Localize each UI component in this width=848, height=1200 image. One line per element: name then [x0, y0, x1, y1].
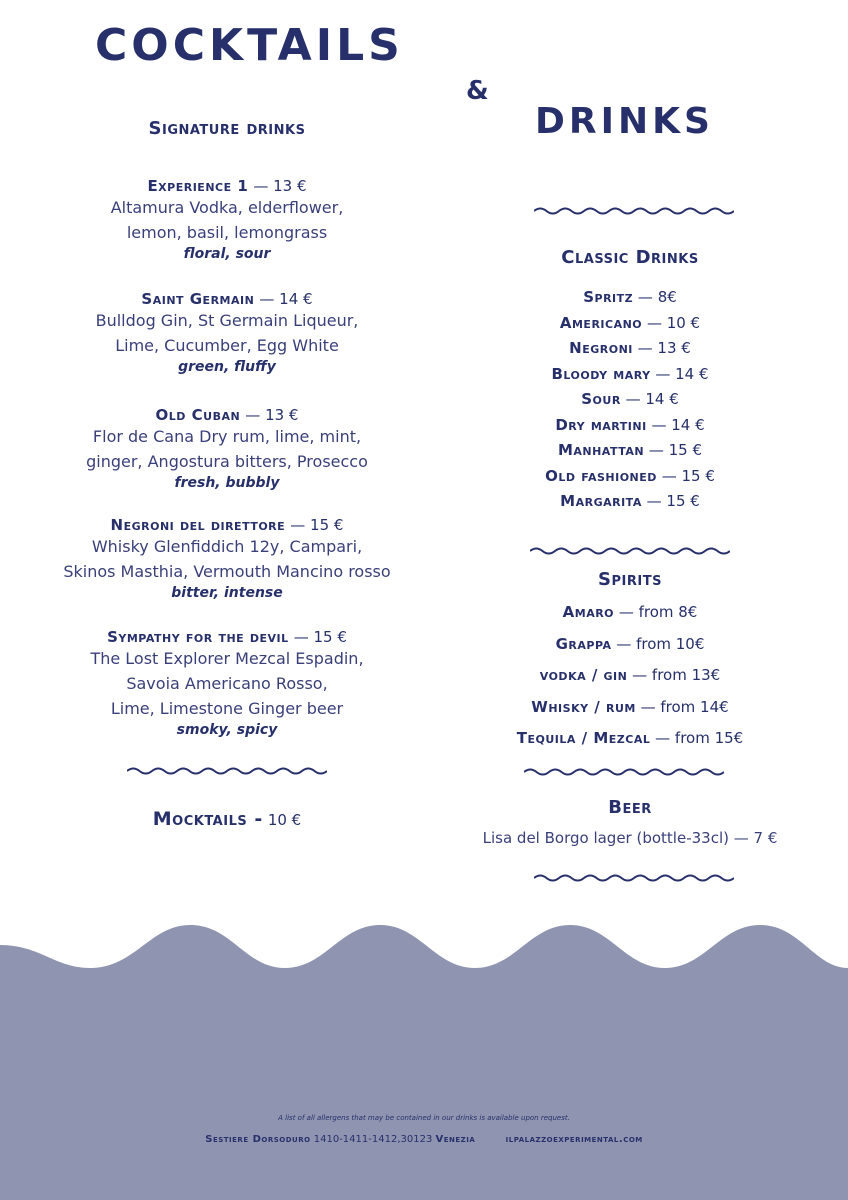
- item-name: Saint Germain: [141, 290, 255, 308]
- item-price: — from 15€: [655, 729, 744, 747]
- address-city: Venezia: [435, 1134, 476, 1145]
- address-label: Sestiere Dorsoduro: [205, 1134, 311, 1145]
- signature-item-experience: [28, 176, 426, 263]
- item-price: — from 8€: [618, 603, 698, 621]
- wave-divider: [534, 205, 734, 217]
- classic-heading: Classic Drinks: [561, 247, 699, 268]
- item-name: Grappa: [555, 634, 612, 653]
- wave-divider: [524, 766, 724, 778]
- classic-list: [470, 285, 790, 515]
- item-name: Negroni: [569, 339, 633, 357]
- item-price: — 15 €: [661, 466, 715, 485]
- item-name: Sour: [581, 390, 621, 408]
- item-ingredients: lemon, basil, lemongrass: [126, 223, 328, 242]
- item-name: vodka / gin: [539, 666, 628, 684]
- item-ingredients: Savoia Americano Rosso,: [126, 674, 328, 693]
- item-name: Manhattan: [557, 441, 645, 459]
- item-ingredients: Lime, Limestone Ginger beer: [110, 699, 344, 718]
- beer-heading: Beer: [608, 797, 652, 818]
- list-item: [470, 311, 790, 337]
- list-item: [470, 387, 790, 413]
- item-price: — 14 €: [259, 290, 313, 308]
- signature-heading: Signature drinks: [148, 118, 306, 139]
- item-name: Experience 1: [147, 177, 249, 195]
- list-item: [470, 489, 790, 515]
- item-price: — 13 €: [637, 339, 691, 357]
- list-item: [470, 660, 790, 692]
- item-ingredients: ginger, Angostura bitters, Prosecco: [86, 452, 368, 471]
- item-ingredients: Bulldog Gin, St Germain Liqueur,: [95, 311, 359, 330]
- item-ingredients: The Lost Explorer Mezcal Espadin,: [90, 649, 364, 668]
- signature-item-sympathy-devil: [28, 627, 426, 739]
- item-tags: green, fluffy: [178, 359, 276, 375]
- item-ingredients: Lime, Cucumber, Egg White: [115, 336, 339, 355]
- item-name: Sympathy for the devil: [107, 628, 289, 646]
- item-name: Old Cuban: [155, 406, 241, 424]
- website-link[interactable]: ilpalazzoexperimental.com: [505, 1134, 643, 1145]
- item-price: — 10 €: [646, 313, 701, 332]
- list-item: [470, 629, 790, 661]
- item-price: — from 13€: [632, 666, 721, 684]
- item-price: — 13 €: [253, 177, 307, 195]
- item-name: Spritz: [583, 288, 634, 306]
- signature-item-negroni-direttore: [28, 515, 426, 602]
- item-name: Old fashioned: [545, 466, 657, 485]
- item-name: Tequila / Mezcal: [516, 729, 651, 747]
- item-price: — 14 €: [651, 415, 705, 434]
- list-item: [470, 723, 790, 755]
- signature-item-saint-germain: [28, 289, 426, 376]
- beer-line: Lisa del Borgo lager (bottle-33cl) — 7 €: [482, 829, 778, 847]
- item-name: Margarita: [560, 492, 642, 510]
- title-word-cocktails: COCKTAILS: [95, 20, 404, 71]
- item-ingredients: Altamura Vodka, elderflower,: [110, 198, 344, 217]
- item-name: Bloody mary: [551, 364, 651, 383]
- item-name: Amaro: [562, 603, 615, 621]
- item-price: — 8€: [637, 288, 677, 306]
- list-item: [470, 692, 790, 724]
- item-name: Dry martini: [555, 415, 647, 434]
- item-price: — 15 €: [646, 492, 700, 510]
- item-tags: floral, sour: [183, 246, 271, 262]
- list-item: [470, 438, 790, 464]
- mocktails-label: Mocktails -: [152, 808, 263, 830]
- item-price: — 13 €: [245, 406, 299, 424]
- title-ampersand: &: [466, 76, 489, 106]
- item-price: — 14 €: [655, 364, 709, 383]
- item-tags: bitter, intense: [171, 585, 283, 601]
- item-price: — 15 €: [293, 628, 347, 646]
- item-ingredients: Skinos Masthia, Vermouth Mancino rosso: [63, 562, 391, 581]
- item-name: Americano: [559, 313, 643, 332]
- wave-divider: [530, 545, 730, 557]
- item-ingredients: Whisky Glenfiddich 12y, Campari,: [91, 537, 363, 556]
- mocktails-line: [28, 808, 426, 830]
- item-price: — 14 €: [625, 390, 679, 408]
- item-tags: fresh, bubbly: [174, 475, 280, 491]
- spirits-list: [470, 597, 790, 755]
- list-item: [470, 464, 790, 490]
- address-numbers: 1410-1411-1412,30123: [313, 1134, 433, 1145]
- spirits-heading: Spirits: [598, 569, 662, 590]
- mocktails-price: 10 €: [267, 811, 302, 829]
- title-word-drinks: DRINKS: [535, 101, 714, 142]
- item-price: — 15 €: [648, 441, 703, 459]
- list-item: [470, 362, 790, 388]
- allergens-note: A list of all allergens that may be contained in our drinks is available upon request.: [278, 1114, 570, 1122]
- item-price: — from 10€: [616, 634, 705, 653]
- item-price: — 15 €: [290, 516, 344, 534]
- item-price: — from 14€: [640, 697, 729, 716]
- list-item: [470, 285, 790, 311]
- footer-address: [0, 1134, 848, 1145]
- signature-item-old-cuban: [28, 405, 426, 492]
- item-tags: smoky, spicy: [176, 722, 278, 738]
- wave-divider: [534, 872, 734, 884]
- item-name: Negroni del direttore: [110, 516, 286, 534]
- list-item: [470, 336, 790, 362]
- list-item: [470, 597, 790, 629]
- item-ingredients: Flor de Cana Dry rum, lime, mint,: [92, 427, 362, 446]
- wave-divider: [127, 765, 327, 777]
- item-name: Whisky / rum: [531, 697, 636, 716]
- list-item: [470, 413, 790, 439]
